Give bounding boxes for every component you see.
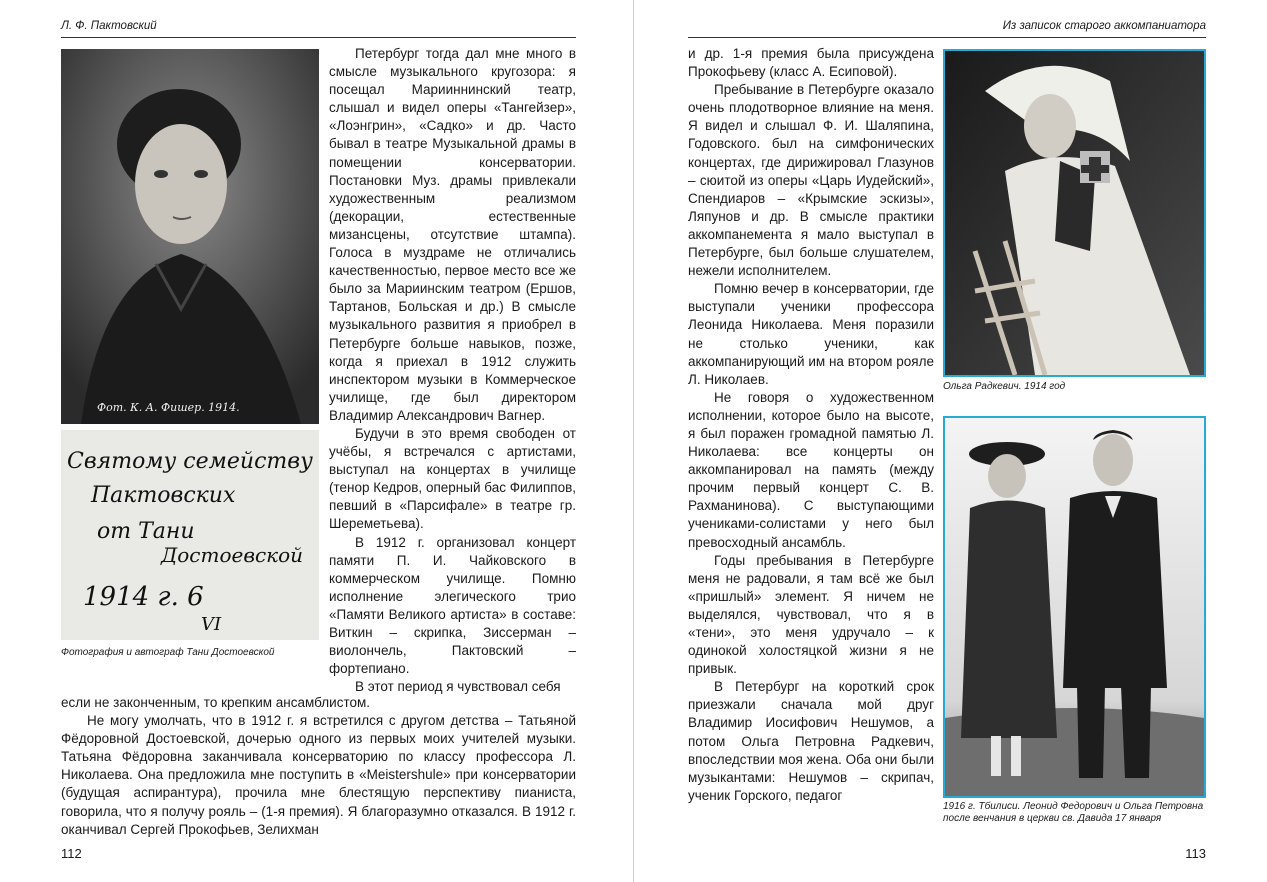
- right-text-column: [688, 45, 934, 805]
- paragraph: В 1912 г. организовал концерт памяти П. И. Чайковского в коммерческом училище. Помню исполнение элегического трио «Памяти Великого артиста» в составе: Виткин – скрипка, Зиссерман – виолончель, Пактовский – фортепиано.: [329, 534, 576, 677]
- page-number-right: 113: [1185, 846, 1206, 861]
- header-rule-right: [688, 37, 1206, 38]
- paragraph: и др. 1-я премия была присуждена Прокофьеву (класс А. Есиповой).: [688, 46, 934, 80]
- left-page: [0, 0, 633, 882]
- paragraph: Помню вечер в консерватории, где выступали ученики профессора Леонида Николаева. Меня поразили не столько ученики, как аккомпанирующий им на втором рояле Л. Николаев.: [688, 281, 934, 387]
- photo-signature: Фот. К. А. Фишер. 1914.: [97, 401, 240, 414]
- page-number-left: 112: [61, 846, 82, 861]
- photo-wedding-1916: [943, 416, 1206, 798]
- paragraph: если не законченным, то крепким ансамблистом.: [61, 695, 371, 710]
- left-full-width-text: [61, 694, 576, 839]
- paragraph: Не могу умолчать, что в 1912 г. я встретился с другом детства – Татьяной Фёдоровной Достоевской, дочерью одного из первых моих учителей музыки. Татьяна Фёдоровна заканчивала консерваторию по классу профессора Л. Николаева. Она предложила мне поступить в «Meistershule» при консерватории (будущая аспирантура), прочила мне блестящую перспективу пианиста, говорила, что я получу рояль – (1-я премия). Я благоразумно отказался. В 1912 г. оканчивал Сергей Прокофьев, Зелихман: [61, 713, 576, 837]
- paragraph: Петербург тогда дал мне много в смысле музыкального кругозора: я посещал Марииннинский театр, слышал и видел оперы «Тангейзер», «Лоэнгрин», «Садко» и др. Часто бывал в театре Музыкальной драмы в помещении консерватории. Постановки Муз. драмы привлекали художественным реализмом (декорации, естественные мизансцены, отсутствие штампа). Голоса в муздраме не отличались качественностью, первое место все же было за Мариинским театром (Ершов, Тартанов, Больская и др.) В смысле музыкального развития я приобрел в Петербурге больше навыков, позже, когда я приехал в 1912 служить инспектором музыки в Коммерческое училище, где был директором Владимир Александрович Вагнер.: [329, 46, 576, 423]
- right-page: [634, 0, 1267, 882]
- running-head-left: Л. Ф. Пактовский: [61, 20, 157, 32]
- running-head-right: Из записок старого аккомпаниатора: [1002, 20, 1206, 32]
- autograph-line-5: 1914 г. 6: [83, 582, 204, 612]
- paragraph: Будучи в это время свободен от учёбы, я встречался с артистами, выступал на концертах в училище (тенор Кедров, оперный бас Филиппов, певший в «Парсифале» в театре гр. Шереметьева).: [329, 425, 576, 532]
- autograph-line-4: Достоевской: [161, 543, 304, 567]
- caption-bottom: 1916 г. Тбилиси. Леонид Федорович и Ольга Петровна после венчания в церкви св. Давида 17 января: [943, 801, 1204, 824]
- caption-left: Фотография и автограф Тани Достоевской: [61, 647, 275, 658]
- header-rule-left: [61, 37, 576, 38]
- paragraph: В Петербург на короткий срок приезжали сначала мой друг Владимир Иосифович Нешумов, а потом Ольга Петровна Радкевич, впоследствии моя жена. Оба они были музыкантами: Нешумов – скрипач, ученик Горского, педагог: [688, 679, 934, 803]
- caption-top: Ольга Радкевич. 1914 год: [943, 381, 1066, 392]
- autograph-line-1: Святому семейству: [67, 449, 313, 474]
- paragraph: В этот период я чувствовал себя: [355, 679, 561, 695]
- autograph-line-2: Пактовских: [91, 483, 236, 508]
- left-text-column: [329, 45, 576, 696]
- autograph-line-3: от Тани: [97, 519, 195, 544]
- paragraph: Пребывание в Петербурге оказало очень плодотворное влияние на меня. Я видел и слышал Ф. И. Шаляпина, Годовского. был на симфонических концертах, где дирижировал Глазунов – сюитой из оперы «Царь Иудейский», Спендиаров – «Крымские эскизы», Ляпунов и др. В смысле практики аккомпанемента я мало выступал в Петербурге, был больше слушателем, нежели исполнителем.: [688, 82, 934, 279]
- paragraph: Не говоря о художественном исполнении, которое было на высоте, я был поражен громадной памятью Л. Николаева: все концерты он аккомпанировал на память (между прочим первый концерт С. В. Рахманинова). С выступающими учениками-солистами у него был превосходный ансамбль.: [688, 389, 934, 550]
- autograph-line-6: VI: [201, 614, 222, 635]
- photo-olga-radkevich: [943, 49, 1206, 377]
- autograph-card: [61, 430, 319, 640]
- paragraph: Годы пребывания в Петербурге меня не радовали, я там всё же был «пришлый» элемент. Я ничем не выделялся, чувствовал, что я в «тени», это меня удручало – к одинокой холостяцкой жизни я не привык.: [688, 552, 934, 677]
- portrait-photo-dostoevskaya: [61, 49, 319, 424]
